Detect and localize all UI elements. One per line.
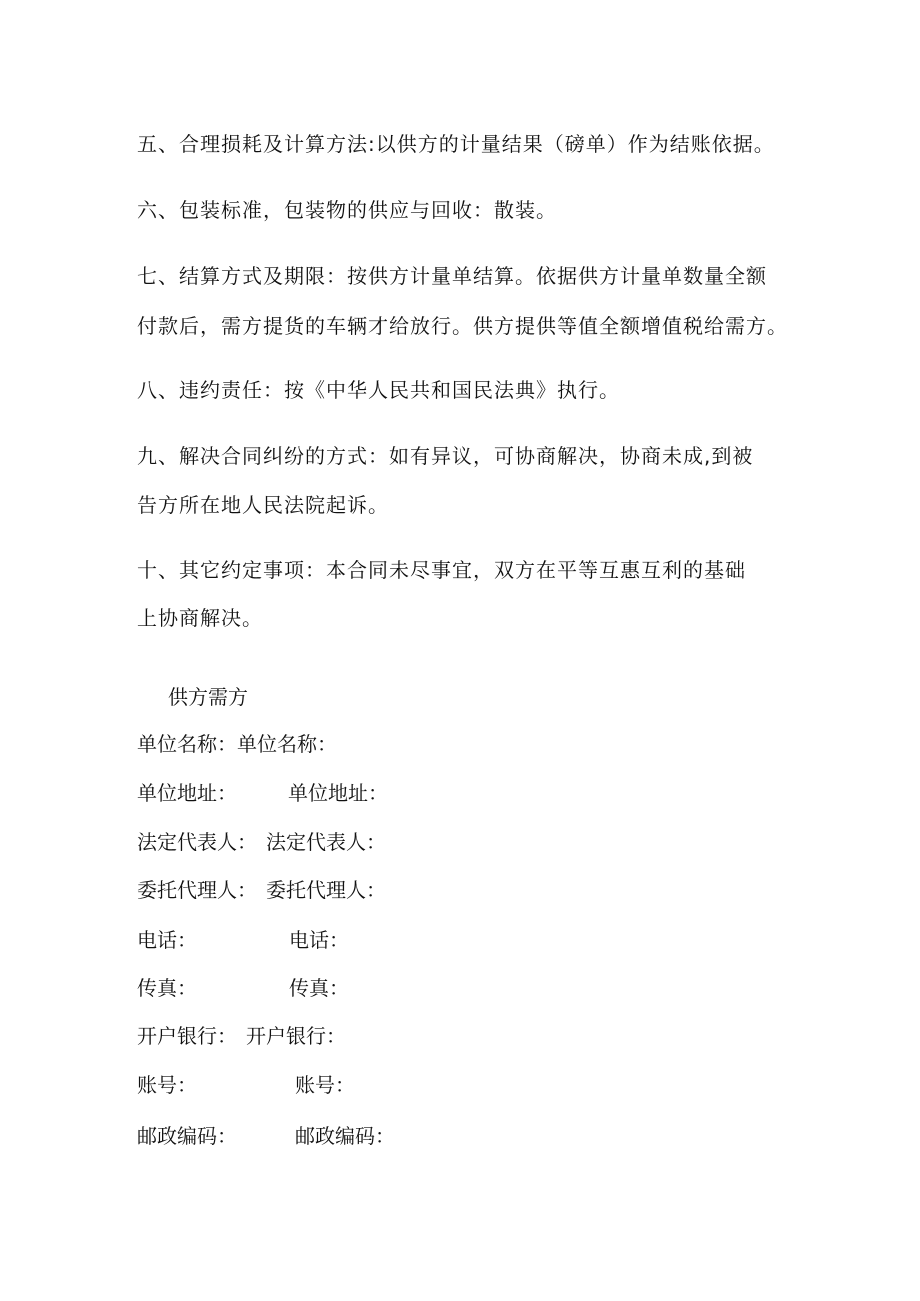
clause-7-line-1: 七、结算方式及期限：按供方计量单结算。依据供方计量单数量全额 xyxy=(137,264,767,288)
clause-5-line-1: 五、合理损耗及计算方法:以供方的计量结果（磅单）作为结账依据。 xyxy=(137,132,775,156)
supplier-authorized-agent-label: 委托代理人： xyxy=(137,878,257,902)
supplier-company-address-label: 单位地址： xyxy=(137,781,237,805)
buyer-account-number-label: 账号： xyxy=(295,1073,355,1097)
supplier-fax-label: 传真： xyxy=(137,976,197,1000)
supplier-postal-code-label: 邮政编码： xyxy=(137,1124,237,1148)
clause-6-line-1: 六、包装标准，包装物的供应与回收：散装。 xyxy=(137,198,557,222)
buyer-authorized-agent-label: 委托代理人： xyxy=(266,878,386,902)
clause-9-line-1: 九、解决合同纠纷的方式：如有异议，可协商解决，协商未成,到被 xyxy=(137,444,754,468)
supplier-bank-label: 开户银行： xyxy=(137,1024,237,1048)
clause-10-line-2: 上协商解决。 xyxy=(137,606,263,630)
supplier-legal-representative-label: 法定代表人： xyxy=(137,830,257,854)
supplier-company-name-label: 单位名称： xyxy=(137,732,237,756)
buyer-phone-label: 电话： xyxy=(289,928,349,952)
clause-8-line-1: 八、违约责任：按《中华人民共和国民法典》执行。 xyxy=(137,378,620,402)
buyer-bank-label: 开户银行： xyxy=(246,1024,346,1048)
clause-10-line-1: 十、其它约定事项：本合同未尽事宜，双方在平等互惠互利的基础 xyxy=(137,558,746,582)
buyer-postal-code-label: 邮政编码： xyxy=(295,1124,395,1148)
supplier-phone-label: 电话： xyxy=(137,928,197,952)
supplier-account-number-label: 账号： xyxy=(137,1073,197,1097)
clause-7-line-2: 付款后，需方提货的车辆才给放行。供方提供等值全额增值税给需方。 xyxy=(137,314,788,338)
signature-header: 供方需方 xyxy=(168,685,248,709)
buyer-fax-label: 传真： xyxy=(289,976,349,1000)
clause-9-line-2: 告方所在地人民法院起诉。 xyxy=(137,493,389,517)
buyer-company-name-label: 单位名称： xyxy=(237,732,337,756)
buyer-legal-representative-label: 法定代表人： xyxy=(266,830,386,854)
buyer-company-address-label: 单位地址： xyxy=(288,781,388,805)
